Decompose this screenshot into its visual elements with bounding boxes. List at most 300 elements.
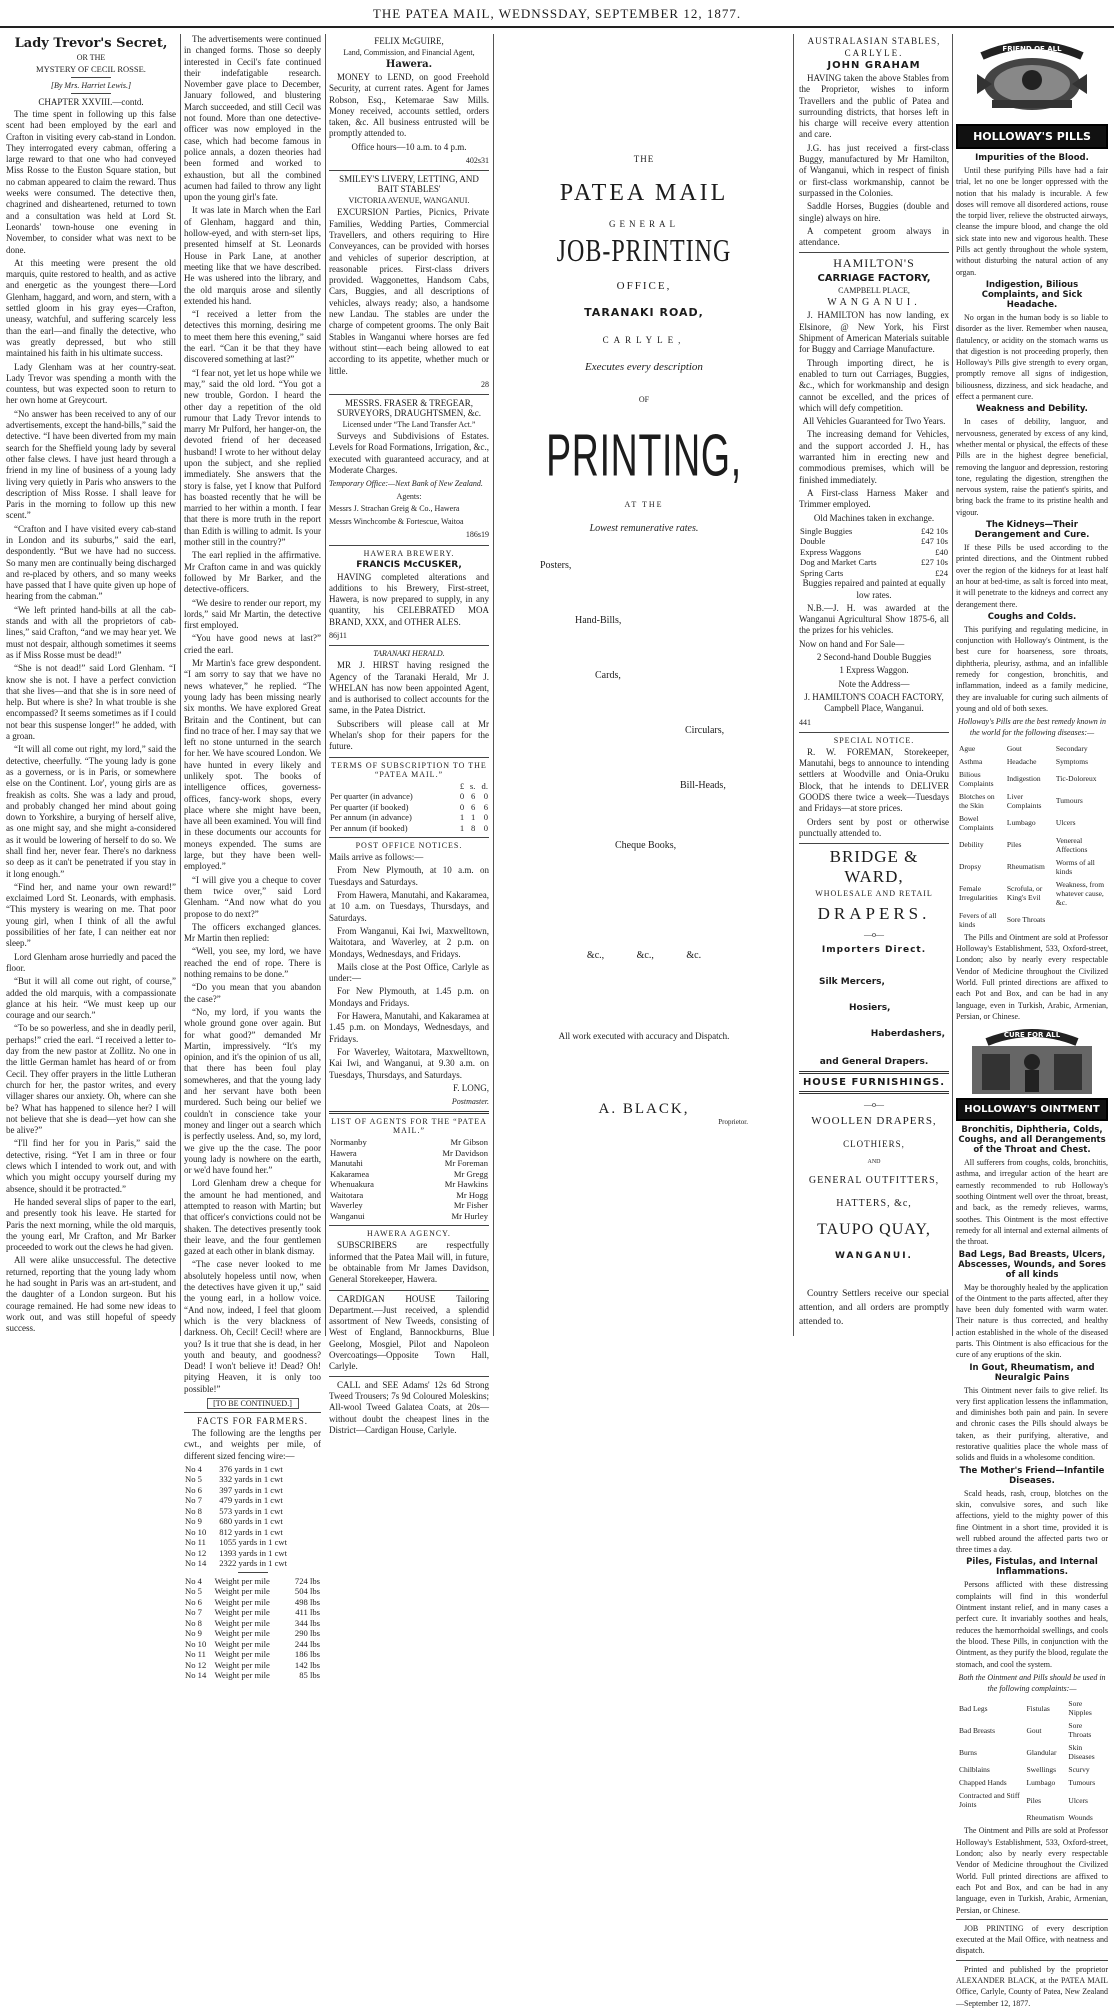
hamilton-body-4: The increasing demand for Vehicles, and the support accorded J. H., has warranted him in erecting new and commodious premises, which will be finished immediately. (799, 429, 949, 485)
friend-of-all-text: FRIEND OF ALL (1002, 45, 1062, 53)
table-cell: Mr Gibson (450, 1137, 488, 1148)
table-cell: Ague (959, 743, 976, 753)
australasian-ad (799, 36, 949, 248)
table-cell: 186 lbs (294, 1649, 320, 1660)
column-6 (956, 34, 1108, 2008)
column-1 (6, 34, 176, 1334)
serial-paragraph: The officers exchanged glances. Mr Martin then replied: (184, 921, 321, 944)
table-cell: 344 lbs (294, 1617, 320, 1628)
aus-body-2: J.G. has just received a first-class Buggy, manufactured by Mr Hamilton, of Wanganui, which in respect of finish or first-class workmanship, cannot be surpassed in the Colonies. (799, 142, 949, 198)
aus-body-3: Saddle Horses, Buggies (double and single) always on hire. (799, 201, 949, 223)
table-cell: No 7 (185, 1607, 202, 1618)
table-row (329, 1169, 489, 1180)
note: Holloway's Pills are the best remedy known in the world for the following diseases:— (958, 717, 1106, 738)
special-title: SPECIAL NOTICE. (833, 735, 915, 745)
table-row (184, 1628, 321, 1639)
table-row (329, 791, 489, 802)
jp-lowest: Lowest remunerative rates. (589, 523, 699, 534)
table-cell: Chapped Hands (959, 1778, 1007, 1788)
mcguire-hours: Office hours—10 a.m. to 4 p.m. (351, 141, 467, 152)
jp-executes: Executes every description (585, 361, 703, 373)
table-cell: No 8 (185, 1505, 202, 1516)
table-cell: £40 (935, 546, 948, 557)
table-cell: 504 lbs (294, 1586, 320, 1597)
table-cell: Mr Fisher (453, 1200, 488, 1211)
special-body-2: Orders sent by post or otherwise punctually attended to. (799, 816, 949, 838)
table-row (184, 1660, 321, 1671)
table-cell: £27 10s (921, 557, 948, 568)
smiley-title: SMILEY'S LIVERY, LETTING, AND BAIT STABLES' (339, 174, 479, 195)
table-row (329, 1179, 489, 1190)
serial-paragraph: “Well, you see, my lord, we have reached the end of rope. There is nothing remains to be done.” (184, 946, 321, 980)
serial-paragraph: He handed several slips of paper to the earl, and presently took his leave. He started for Paris the next morning, while the old marquis, the young earl, Mr Crafton, and Mr Barker proceeded to work out the clews he had given. (6, 1196, 176, 1253)
jp-item: Circulars, (685, 725, 725, 736)
table-cell: Waverley (330, 1200, 363, 1211)
table-row (958, 813, 1106, 833)
h5: Coughs and Colds. (987, 611, 1077, 622)
table-cell: Sore Throats (1006, 915, 1046, 925)
jp-item: Cards, (595, 670, 621, 681)
table-cell: Venereal Affections (1055, 835, 1088, 854)
jp-printing: PRINTING, (546, 422, 742, 490)
table-cell: Chilblains (959, 1765, 990, 1775)
serial-paragraph: “It will all come out right, my lord,” said the detective, cheerfully. “The young lady is gone as a governess, or is in Paris, or somewhere else on the Continent. Lor', young girls are as freakish as colts. She was a lady and proud, and probably changed her mind about going down to Yorkshire, a burying of herself alive, as one might say, and she might a-considered as it would be lowering of herself to do so. We shall find her, never fear. There's no darkness so deep as it can't be penetrated if you stay in it long enough.” (6, 744, 176, 879)
serial-paragraph: The time spent in following up this false scent had been employed by the earl and Crafton in visiting every cab-stand in London. They interrogated every cabman, offering a large reward to that one who had conveyed Miss Rosse to the Euston Square station, but no cabman appeared to claim the reward. Thus weeks were consumed. The detective then, chagrined and disheartened, returned to town and a consultation was held at Lord St. Leonards' town-house one evening in November, to consider what was next to be done. (6, 109, 176, 255)
table-row (329, 823, 489, 834)
bridge-haberdashers: Haberdashers, (870, 1029, 945, 1040)
table-cell: 332 yards in 1 cwt (219, 1474, 283, 1485)
p1: Until these purifying Pills have had a fair trial, let no one be longer oppressed with the notion that his malady is incurable. A few doses will remove all disordered actions, rouse the torpid liver, relieve the obstructed airways, cleanse the impure blood, and change the old sick state into new and vigorous health. These Pills act gently throughout the whole system, without disturbing the natural action of any organ. (956, 166, 1108, 277)
bridge-importers: Importers Direct. (821, 945, 927, 956)
table-cell: Burns (959, 1747, 977, 1757)
p5: This purifying and regulating medicine, in conjunction with Holloway's Ointment, is the best cure for hoarseness, sore throats, diphtheria, pleurisy, asthma, and an infallible remedy for congestion, bronchitis, and inflammation, indeed as a family medicine, they are invaluable for curing such ailments of young and old of both sexes. (956, 624, 1108, 713)
mcguire-name: FELIX McGUIRE, (374, 36, 444, 46)
fraser-agents-label: Agents: (396, 491, 422, 501)
table-cell: Sore Nipples (1068, 1699, 1092, 1718)
serial-paragraph: “We desire to render our report, my lords,” said Mr Martin, the detective first employed. (184, 597, 321, 631)
table-cell: Kakaramea (330, 1168, 370, 1179)
table-cell: Debility (959, 840, 984, 850)
post-office-ad (329, 841, 489, 1107)
table-cell: Blotches on the Skin (959, 791, 995, 810)
column-rule (493, 34, 494, 1336)
table-cell: Bilious Complaints (959, 769, 994, 788)
hamilton-code: 441 (799, 717, 811, 727)
hamilton-body-10: 2 Second-hand Double Buggies (816, 652, 932, 663)
to-be-continued: [TO BE CONTINUED.] (207, 1398, 299, 1409)
table-cell: 397 yards in 1 cwt (219, 1484, 283, 1495)
table-cell: Ulcers (1055, 818, 1076, 828)
table-cell: No 12 (185, 1659, 207, 1670)
table-cell: Weakness, from whatever cause, &c. (1055, 879, 1105, 907)
h10: Piles, Fistulas, and Internal Inflammations. (966, 1557, 1098, 1578)
table-cell: Per annum (in advance) (330, 812, 412, 823)
hamilton-body-3: All Vehicles Guaranteed for Two Years. (802, 416, 946, 427)
woollen-l7: WANGANUI. (835, 1251, 913, 1262)
table-cell: Lumbago (1006, 818, 1036, 828)
table-row (958, 1790, 1106, 1810)
jp-item: Hand-Bills, (575, 615, 622, 626)
hamilton-body-8: N.B.—J. H. was awarded at the Wanganui Agricultural Show 1875-6, all the prizes for his vehicles. (799, 602, 949, 636)
sold: The Pills and Ointment are sold at Professor Holloway's Establishment, 533, Oxford-street, London; also by nearly every respectable Vendor of Medicine throughout the Civilized World. Full printed directions are affixed to each Pot and Box, and can be had in any language, even in Turkish, Arabic, Armenian, Persian, or Chinese. (956, 932, 1108, 1021)
h8: In Gout, Rheumatism, and Neuralgic Pains (969, 1362, 1095, 1383)
table-cell: Weight per mile (214, 1628, 270, 1639)
table-row (799, 568, 949, 579)
table-cell: No 14 (185, 1558, 207, 1569)
table-row (958, 1764, 1106, 1775)
serial-subtitle: MYSTERY OF CECIL ROSSE. (36, 64, 146, 74)
aus-body: HAVING taken the above Stables from the Proprietor, wishes to inform Travellers and the public of Patea and surrounding districts, that horses left in his charge will receive every attention and care. (799, 73, 949, 140)
table-cell: No 4 (185, 1463, 202, 1474)
table-cell: 724 lbs (294, 1575, 320, 1586)
table-cell: Skin Diseases (1068, 1743, 1095, 1762)
hawera-title: HAWERA AGENCY. (367, 1229, 451, 1239)
serial-paragraph: The earl replied in the affirmative. Mr Crafton came in and was quickly followed by Mr Barker, and the detective-officers. (184, 550, 321, 595)
column-5: AUSTRALASIAN STABLES, CARLYLE. JOHN GRAHAM HAVING taken the above Stables from the Proprietor, wishes to inform Travellers and the public of Patea and surrounding districts, that horses left in his charge will receive every attention and care. J.G. has just received a first-class Buggy, manufactured by Mr Hamilton, of Wanganui, which in respect of finish or first-class workmanship, cannot be surpassed in the Colonies. Saddle Horses, Buggies (double and single) always on hire. A competent groom always in attendance. HAMILTON'S CARRIAGE FACTORY, CAMPBELL PLACE, WANGANUI. J. HAMILTON has now landing, ex Elsinore, @ New York, his First Shipment of American Materials suitable for Buggy and Carriage Manufacture. Through importing direct, he is enabled to turn out Carriages, Buggies, &c., which for workmanship and design cannot be excelled, and the prices of which will defy competition. All Vehicles Guaranteed for Two Years. The increasing demand for Vehicles, and the support accorded J. H., has warranted him in erecting new and commodious premises, which will be finished immediately. A First-class Harness Maker and Trimmer employed. Old Machines taken in exchange. Single Buggies £42 10s Double £47 10s Express Waggons £40 Dog and Market Carts £27 10s Spring Carts £24 Buggies repaired and painted at equally low rates. N.B.—J. H. was awarded at the Wanganui Agricultural Show 1875-6, all the prizes for his vehicles. Now on hand and For Sale— 2 Second-hand Double Buggies 1 Express Waggon. Note the Address— J. HAMILTON'S COACH FACTORY, Campbell Place, Wanganui. 441 SPECIAL NOTICE. R. W. FOREMAN, Storekeeper, Manutahi, begs to announce to intending settlers at Woodville and Onia-Oruku Block, that he intends to DELIVER GOODS there twice a week—Tuesdays and Fridays—at store prices. Orders sent by post or otherwise punctually attended to. BRIDGE & WARD, WHOLESALE AND RETAIL DRAPERS. —o— Importers Direct. Silk Mercers, Hosiers, Haberdashers, and General Drapers. HOUSE FURNISHINGS. —o— WOOLLEN DRAPERS, CLOTHIERS, AND GENERAL OUTFITTERS, HATTERS, &c, TAUPO QUAY, WANGANUI. Country Settlers receive our special attention, and all orders are promptly attended to. (799, 36, 949, 1328)
table-cell: Weight per mile (214, 1617, 270, 1628)
table-cell: £42 10s (921, 525, 948, 536)
imprint: Printed and published by the proprietor ALEXANDER BLACK, at the PATEA MAIL Office, Carlyle, County of Patea, New Zealand—September 12, 1877. (956, 1964, 1108, 2008)
job-notice: JOB PRINTING of every description executed at the Mail Office, with neatness and dispatch. (956, 1923, 1108, 1956)
table-row (329, 1190, 489, 1201)
table-row (958, 835, 1106, 855)
table-cell: 1 (471, 812, 476, 823)
hamilton-place: CAMPBELL PLACE, (838, 286, 910, 296)
table-cell: Single Buggies (800, 525, 853, 536)
table-row (184, 1639, 321, 1650)
table-cell: 244 lbs (294, 1638, 320, 1649)
table-cell: Scrofula, or King's Evil (1006, 884, 1043, 903)
serial-paragraph: All were alike unsuccessful. The detective returned, reporting that the young lady whom he had sought in Paris was an art-student, and the daughter of a London surgeon. But his courage remained. He had some new ideas to work out, and was still hopeful of speedy success. (6, 1255, 176, 1334)
table-cell: 0 (483, 791, 488, 802)
table-cell: Symptoms (1055, 756, 1089, 766)
bridge-silk: Silk Mercers, (819, 977, 885, 988)
fraser-agents-1: Messrs J. Strachan Greig & Co., Hawera (329, 503, 460, 513)
smiley-body: EXCURSION Parties, Picnics, Private Families, Wedding Parties, Commercial Travellers, and others requiring to Hire Conveyances, can be provided with horses and vehicles of superior description, at reasonable prices. First-class drivers provided. Waggonettes, Handsom Cabs, Cars, Buggies, and all descriptions of vehicles, always ready; also, a handsome new Landau. The stables are under the charge of competent grooms. The only Bait Stables in Wanganui where horses are fed without stint—each being allowed to eat according to its appetite, whether much or little. (329, 207, 489, 376)
h6: Bronchitis, Diphtheria, Colds, Coughs, and all Derangements of the Throat and Chest. (958, 1125, 1106, 1156)
post-line: From Wanganui, Kai Iwi, Maxwelltown, Waitotara, and Waverley, at 2 p.m. on Mondays, Wednesdays, and Fridays. (329, 925, 489, 959)
table-cell: 0 (459, 791, 465, 802)
jp-town: CARLYLE, (602, 335, 686, 345)
smiley-ad (329, 174, 489, 390)
table-cell: Piles (1006, 840, 1022, 850)
serial-paragraph: “No answer has been received to any of our advertisements, except the hand-bills,” said the detective. “I have been diverted from my main search for the Sheffield young lady by several other false clews. I have just heard through a friend in my line of business of a young lady living very quietly in Paris who answers to the description of Miss Rosse. I shall leave for Paris in the morning to follow up this new scent.” (6, 408, 176, 521)
table-cell: No 7 (185, 1495, 202, 1506)
terms-ad (329, 761, 489, 834)
table-cell: 142 lbs (294, 1659, 320, 1670)
serial-paragraph: “I received a letter from the detectives this morning, desiring me to meet them here this evening,” said the earl. “Can it be that they have discovered something at last?” (184, 309, 321, 365)
hamilton-body-11: 1 Express Waggon. (839, 665, 909, 676)
table-cell: Wounds (1068, 1813, 1093, 1823)
table-cell: 2322 yards in 1 cwt (219, 1558, 288, 1569)
table-cell: 1 (459, 822, 465, 833)
note2: Both the Ointment and Pills should be used in the following complaints:— (958, 1672, 1106, 1694)
table-cell: Wanganui (330, 1210, 365, 1221)
bridge-sub: WHOLESALE AND RETAIL (815, 889, 933, 899)
table-cell: Weight per mile (214, 1649, 270, 1660)
bridge-hosiers: Hosiers, (849, 1003, 891, 1014)
table-row (329, 1148, 489, 1159)
aus-body-4: A competent groom always in attendance. (799, 225, 949, 248)
table-cell: No 4 (185, 1575, 202, 1586)
table-row (329, 812, 489, 823)
table-cell: Liver Complaints (1006, 791, 1042, 810)
table-cell: No 6 (185, 1484, 202, 1495)
hamilton-body-6: Old Machines taken in exchange. (813, 512, 935, 523)
table-row (329, 802, 489, 813)
post-intro: Mails arrive as follows:— (329, 852, 424, 863)
wire-lengths-table (184, 1464, 321, 1569)
table-row (799, 547, 949, 558)
table-row (958, 791, 1106, 811)
table-cell: Weight per mile (214, 1575, 270, 1586)
table-cell: 411 lbs (295, 1607, 320, 1618)
woollen-ad (799, 1115, 949, 1329)
table-row (329, 1200, 489, 1211)
pills-banner: HOLLOWAY'S PILLS (956, 124, 1108, 149)
table-cell: 1055 yards in 1 cwt (219, 1537, 288, 1548)
serial-paragraph: “I will give you a cheque to cover them twice over,” said Lord Glenham. “And now what do you propose to do next?” (184, 874, 321, 919)
table-cell: Mr Gregg (453, 1168, 488, 1179)
table-cell: Piles (1026, 1795, 1042, 1805)
table-cell: 1 (459, 812, 465, 823)
cure-for-all-text: CURE FOR ALL (1003, 1031, 1061, 1040)
brewery-body: HAVING completed alterations and additions to his Brewery, First-street, Hawera, is now prepared to supply, in any quantity, his CELEBRATED MOA BRAND, XXX, and OTHER ALES. (329, 571, 489, 627)
special-notice-ad (799, 736, 949, 839)
column-2 (184, 34, 321, 1681)
table-cell: Double (800, 536, 826, 547)
column-rule (325, 34, 326, 1336)
hamilton-ad (799, 256, 949, 727)
table-row (799, 526, 949, 537)
p8: This Ointment never fails to give relief. Its very first application lessens the inflammation, and diminishes both pain and pain. In severe and chronic cases the Pills should always be taken, as their purifying, alterative, and restorative qualities place the whole mass of solids and fluids in a wholesome condition. (956, 1385, 1108, 1463)
mcguire-code: 402s31 (465, 156, 489, 166)
p2: No organ in the human body is so liable to disorder as the liver. Remember when nausea, flatulency, or acidity on the stomach warns us that digestion is not proceeding properly, then Holloway's Pills give strength to every organ, promptly remove all signs of indigestion, biliousness, dizziness, and sick headache, and effect a permanent cure. (956, 312, 1108, 402)
aus-name: JOHN GRAHAM (827, 60, 921, 71)
table-cell: Weight per mile (214, 1586, 270, 1597)
hamilton-prices (799, 526, 949, 579)
table-cell: Manutahi (330, 1158, 363, 1169)
table-cell: No 6 (185, 1596, 202, 1607)
table-cell: Gout (1026, 1725, 1042, 1735)
house-furnishings: HOUSE FURNISHINGS. (802, 1077, 946, 1089)
brewery-code: 86j11 (329, 630, 347, 640)
hamilton-body-7: Buggies repaired and painted at equally low rates. (802, 578, 946, 600)
table-cell: Secondary (1055, 743, 1088, 753)
serial-or: OR THE (76, 53, 106, 62)
table-cell: Sore Throats (1068, 1721, 1092, 1740)
table-cell: Per annum (if booked) (330, 822, 408, 833)
woollen-l2: CLOTHIERS, (843, 1139, 905, 1150)
fraser-body: Surveys and Subdivisions of Estates. Levels for Road Formations, Irrigation, &c., executed with guaranteed accuracy, and at Moderate Charges. (329, 431, 489, 476)
post-line: For Hawera, Manutahi, and Kakaramea at 1.45 p.m. on Mondays, Wednesdays, and Fridays. (329, 1011, 489, 1044)
table-cell: Dog and Market Carts (800, 557, 877, 568)
call-ad: CALL and SEE Adams' 12s 6d Strong Tweed Trousers; 7s 9d Coloured Moleskins; All-wool Tweed Galatea Coats, at 20s—without doubt the cheapest lines in the District—Cardigan House, Carlyle. (329, 1379, 489, 1435)
table-row (184, 1474, 321, 1485)
serial-byline: [By Mrs. Harriet Lewis.] (50, 81, 132, 90)
table-cell: 8 (471, 822, 476, 833)
p6: All sufferers from coughs, colds, bronchitis, asthma, and irregular action of the heart are earnestly recommended to rub Holloway's soothing Ointment well over the throat, breast, and back, as the remedy relieves, warms, soothes. This Ointment is the most effective remedy for all internal and external ailments of the throat. (956, 1158, 1108, 1247)
woollen-l6: TAUPO QUAY, (817, 1221, 931, 1239)
jp-item: Posters, (540, 560, 572, 571)
h7: Bad Legs, Bad Breasts, Ulcers, Abscesses, Wounds, and Sores of all kinds (958, 1249, 1106, 1280)
table-cell: Swellings (1026, 1765, 1057, 1775)
serial-paragraph: It was late in March when the Earl of Glenham, haggard and thin, hollow-eyed, and with stern-set lips, presented himself at St. Leonards House in Park Lane, at another meeting like that we have described. He was ushered into the library, and the old marquis arose and silently extended his hand. (184, 205, 321, 306)
post-line: From Hawera, Manutahi, and Kakaramea, at 10 a.m. on Tuesdays, Thursdays, and Saturdays. (329, 890, 489, 923)
agents-title: LIST OF AGENTS FOR THE “PATEA MAIL.” (331, 1117, 487, 1136)
brewery-ad (329, 549, 489, 642)
ointment-emblem (957, 1024, 1107, 1098)
serial-paragraph: At this meeting were present the old marquis, quite restored to health, and as active and energetic as the youngest there—Lord Glenham, haggard, and worn, and stern, with a settled gloom in his gray eyes—Crafton, uneasy, watchful, and suffering scarcely less than the earl—and finally the detective, who was greatly depressed, but who still maintained his faith in his ultimate success. (6, 257, 176, 359)
serial-paragraph: “Crafton and I have visited every cab-stand in London and its suburbs,” said the earl, despondently. “But we have had no success. So many men are continually being discharged and re-placed by others, and so many weeks have passed that I have quite given up hope of hearing from the cabman.” (6, 523, 176, 602)
table-row (329, 1158, 489, 1169)
table-cell: Fevers of all kinds (959, 910, 997, 929)
p3: In cases of debility, languor, and nervousness, generated by excess of any kind, whether mental or physical, the effects of these Pills are in the highest degree beneficial, removing the languor and depression, restoring tone, regulating the digestion, strengthen the nervous system, raise the patient's spirits, and bring back the frame to its pristine health and vigour. (956, 417, 1108, 517)
jp-item: Cheque Books, (615, 840, 677, 851)
table-cell: No 5 (185, 1474, 202, 1485)
table-row (958, 857, 1106, 877)
pills-emblem (957, 34, 1107, 124)
table-cell: Weight per mile (214, 1607, 270, 1618)
table-row (184, 1618, 321, 1629)
h3: Weakness and Debility. (976, 404, 1088, 415)
table-row (958, 1742, 1106, 1762)
fraser-title: MESSRS. FRASER & TREGEAR, SURVEYORS, DRAUGHTSMEN, &c. (336, 398, 482, 419)
woollen-l4: GENERAL OUTFITTERS, (808, 1175, 940, 1187)
post-line: For New Plymouth, at 1.45 p.m. on Mondays and Fridays. (329, 986, 489, 1008)
sold2: The Ointment and Pills are sold at Professor Holloway's Establishment, 533, Oxford-street, London; also by nearly every respectable Vendor of Medicine throughout the Civilized World. Full printed directions are affixed to each Pot and Box, and can be had in any language, even in Turkish, Arabic, Armenian, Persian, or Chinese. (956, 1826, 1108, 1915)
woollen-l3: AND (867, 1159, 881, 1166)
bridge-general: and General Drapers. (819, 1057, 929, 1068)
smiley-address: VICTORIA AVENUE, WANGANUI. (348, 196, 470, 206)
table-row (329, 1137, 489, 1148)
hamilton-title: HAMILTON'S (833, 256, 915, 271)
table-cell: Mr Davidson (442, 1147, 488, 1158)
table-cell: No 10 (185, 1526, 207, 1537)
table-row (184, 1495, 321, 1506)
hamilton-sub: CARRIAGE FACTORY, (817, 273, 931, 285)
table-cell: Normanby (330, 1137, 367, 1148)
table-cell: 0 (483, 822, 488, 833)
table-cell: Per quarter (if booked) (330, 801, 409, 812)
table-cell: Tumours (1055, 796, 1083, 806)
serial-paragraph: The advertisements were continued in changed forms. Those so deeply interested in Cecil's fate continued their indefatigable research. November gave place to December, January followed, and blustering March succeeded, and still Cecil was not found. More than one detective-officer was now employed in the case, which had become famous in police annals, a dozen theories had been formed and worked to exhaustion, but all the combined acumen had failed to throw any light upon the young girl's fate. (184, 34, 321, 203)
serial-paragraph: Lord Glenham arose hurriedly and paced the floor. (6, 951, 176, 973)
table-row (958, 1777, 1106, 1788)
table-cell: 6 (483, 801, 488, 812)
table-row (184, 1586, 321, 1597)
table-cell: Weight per mile (214, 1638, 270, 1649)
h1: Impurities of the Blood. (975, 153, 1089, 163)
table-cell: £24 (935, 567, 948, 578)
table-cell: Rheumatism (1026, 1813, 1065, 1823)
table-cell: Weight per mile (214, 1596, 270, 1607)
table-cell: Scurvy (1068, 1765, 1090, 1775)
post-line: Mails close at the Post Office, Carlyle as under:— (329, 961, 489, 984)
table-cell: No 11 (185, 1649, 206, 1660)
herald-title: TARANAKI HERALD. (373, 649, 445, 659)
masthead (0, 0, 1114, 28)
column-rule (180, 34, 181, 1336)
farmers-intro: The following are the lengths per cwt., and weights per mile, of different sized fencing wire:— (184, 1428, 321, 1461)
table-cell: Female Irregularities (959, 884, 998, 903)
table-row (184, 1548, 321, 1559)
table-cell: Dropsy (959, 862, 982, 872)
post-sign: F. LONG, (452, 1082, 489, 1093)
fraser-office: Temporary Office:—Next Bank of New Zealand. (329, 479, 483, 489)
table-cell: Mr Foreman (444, 1158, 488, 1169)
table-cell: Fistulas (1026, 1703, 1050, 1713)
table-cell: 680 yards in 1 cwt (219, 1516, 283, 1527)
table-row (184, 1464, 321, 1475)
table-cell: Lumbago (1026, 1778, 1056, 1788)
complaints-table (956, 1696, 1108, 1825)
hawera-body: SUBSCRIBERS are respectfully informed that the Patea Mail will, in future, be obtainable from Mr James Davidson, General Storekeeper, Hawera. (329, 1240, 489, 1285)
table-row (184, 1649, 321, 1660)
table-cell: Spring Carts (800, 567, 844, 578)
table-cell: No 9 (185, 1628, 202, 1639)
table-header-cell: d. (481, 780, 488, 791)
mcguire-ad (329, 36, 489, 166)
smiley-code: 28 (481, 379, 489, 389)
chapter-heading: CHAPTER XXVIII.—contd. (38, 97, 144, 107)
table-cell: 812 yards in 1 cwt (219, 1526, 283, 1537)
h2: Indigestion, Bilious Complaints, and Sick Headache. (981, 279, 1083, 310)
jp-owner: A. BLACK, (598, 1101, 690, 1117)
jp-the: THE (633, 154, 655, 164)
table-row (184, 1527, 321, 1538)
table-header-cell: s. (469, 780, 476, 791)
table-cell: Mr Hogg (456, 1189, 488, 1200)
table-row (958, 910, 1106, 930)
table-cell: Bad Breasts (959, 1725, 996, 1735)
table-row (958, 1812, 1106, 1823)
table-row (184, 1485, 321, 1496)
table-cell: Asthma (959, 756, 983, 766)
serial-paragraph: “Do you mean that you abandon the case?” (184, 982, 321, 1004)
jp-general: GENERAL (609, 219, 679, 229)
fraser-agents-2: Messrs Winchcombe & Fortescue, Waitoa (329, 516, 464, 526)
herald-ad (329, 649, 489, 752)
column-rule (952, 34, 953, 1336)
serial-paragraph: “To be so powerless, and she in deadly peril, perhaps!” cried the earl. “I received a letter to-day from the new pastor at Zollitz. No one in the little German hamlet has heard of or from Cecil. They offer prayers in the little Lutheran church for her, the pastor writes, and every villager shares our anxiety. Oh, where can she be? What has happened to silence her? I will not believe that she is dead—yet how can she be alive?” (6, 1023, 176, 1136)
table-cell: Hawera (330, 1147, 357, 1158)
serial-paragraph: “But it will all come out right, of course,” added the old marquis, with a compassionate glance at his heir. “We must keep up our courage and our search.” (6, 976, 176, 1021)
herald-body: MR J. HIRST having resigned the Agency of the Taranaki Herald, Mr J. WHELAN has now been appointed Agent, and is authorised to collect accounts for the same, in the Patea District. (329, 660, 489, 716)
hamilton-body: J. HAMILTON has now landing, ex Elsinore, @ New York, his First Shipment of American Materials suitable for Buggy and Carriage Manufacture. (799, 310, 949, 355)
p4: If these Pills be used according to the printed directions, and the Ointment rubbed over the region of the kidneys for at least half an hour at bed-time, as salt is forced into meat, it will penetrate to the kidneys and correct any derangement there. (956, 543, 1108, 609)
table-row (329, 1211, 489, 1222)
table-header-row (329, 781, 489, 792)
aus-town: CARLYLE. (844, 48, 904, 58)
jp-proprietor: Proprietor. (718, 1118, 748, 1126)
table-row (184, 1537, 321, 1548)
hamilton-body-12: Note the Address— (838, 678, 910, 689)
bridge-title: BRIDGE & WARD, (829, 847, 919, 887)
masthead-title: THE PATEA MAIL, WEDNSSDAY, SEPTEMBER 12, 1877. (372, 6, 742, 21)
table-cell: No 10 (185, 1638, 207, 1649)
jp-office: OFFICE, (616, 280, 672, 292)
serial-paragraph: “We left printed hand-bills at all the cab-stands and with all the proprietors of cab-lines,” said Crafton, “and we may hear yet. We must not despair, although sometimes it seems as if Miss Rosse must be dead!” (6, 604, 176, 660)
table-cell: No 11 (185, 1537, 206, 1548)
table-cell (1055, 910, 1106, 930)
table-cell: 6 (471, 791, 476, 802)
table-cell: 6 (471, 801, 476, 812)
bridge-ward-ad: BRIDGE & WARD, WHOLESALE AND RETAIL DRAPERS. —o— Importers Direct. Silk Mercers, Hosiers, Haberdashers, and General Drapers. (799, 847, 949, 1067)
table-cell: 498 lbs (294, 1596, 320, 1607)
p10: Persons afflicted with these distressing complaints will find in this wonderful Ointment instant relief, and in many cases a perfect cure. It invariably soothes and heals, reduces the hæmorrhoidal swellings, and cools the blood. These Pills, in conjunction with the Ointment, as they purify the blood, regulate the stomach, and cool the system. (956, 1580, 1108, 1669)
serial-paragraph: “I fear not, yet let us hope while we may,” said the old lord. “You got a new trouble, Gordon. I heard the other day a repetition of the old rumour that Lady Trevor intends to marry Mr Pulford, her hanger-on, the devoted friend of her deceased husband! I wrote to her without delay upon the subject, and she replied immediately. She answers that the story is false, yet I know that Pulford has boasted recently that he will be married to her within a month. I fear that there is more truth in the report than Edith is willing to admit. Is your mother still in the country?” (184, 367, 321, 548)
